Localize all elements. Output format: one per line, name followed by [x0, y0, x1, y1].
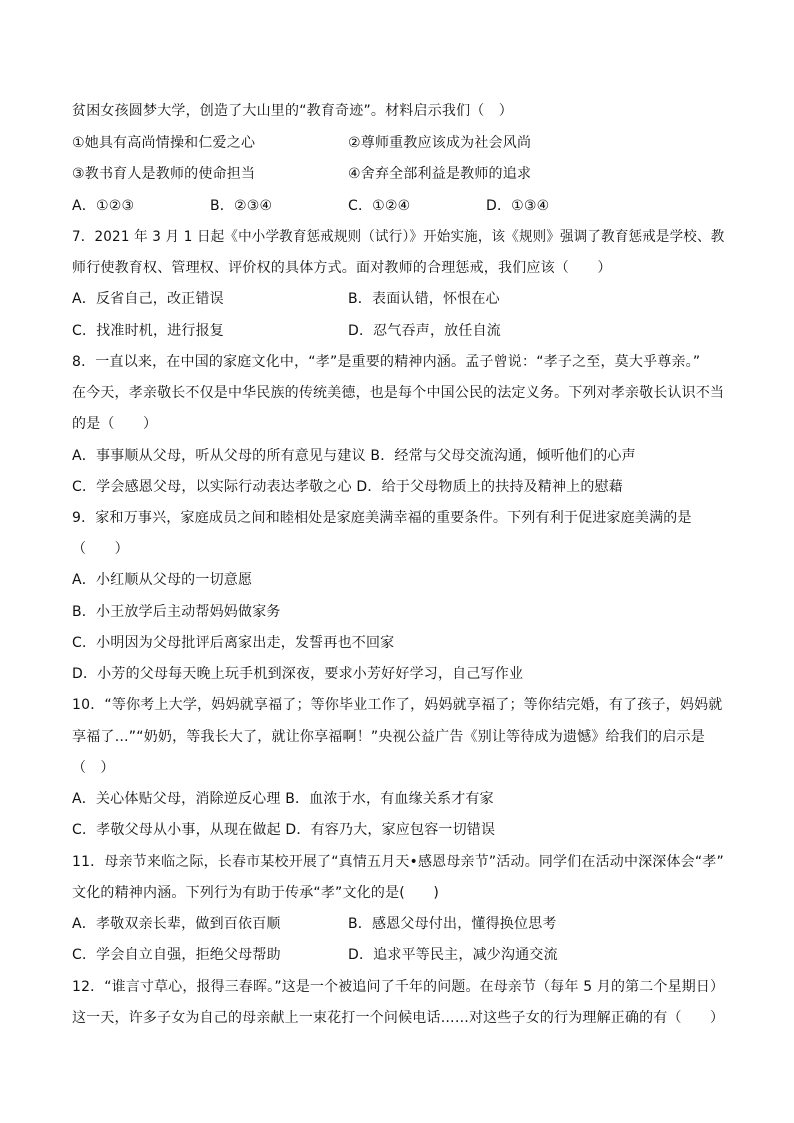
q6-option-b: B．②③④: [210, 198, 273, 214]
q9-option-a: A．小红顺从父母的一切意愿: [72, 572, 253, 588]
q7-stem-line-1: 7．2021 年 3 月 1 日起《中小学教育惩戒规则（试行）》开始实施，该《规则》强调了教育惩戒是学校、教: [72, 229, 725, 245]
q6-stem-continuation: 贫困女孩圆梦大学，创造了大山里的“教育奇迹”。材料启示我们（ ）: [72, 103, 513, 119]
q6-statement-3: ③教书育人是教师的使命担当: [72, 166, 256, 182]
q10-stem-line-2: 享福了…”“奶奶，等我长大了，就让你享福啊！”央视公益广告《别让等待成为遗憾》给我们的启示是: [72, 729, 705, 745]
q6-statement-2: ②尊师重教应该成为社会风尚: [348, 135, 532, 151]
q11-stem-line-2: 文化的精神内涵。下列行为有助于传承“孝”文化的是( ): [72, 885, 440, 901]
q8-options-c-d: C．学会感恩父母，以实际行动表达孝敬之心 D．给于父母物质上的扶持及精神上的慰藉: [72, 479, 624, 495]
q12-stem-line-2: 这一天，许多子女为自己的母亲献上一束花打一个问候电话……对这些子女的行为理解正确的有（ ）: [72, 1010, 725, 1026]
q8-stem-line-2: 在今天，孝亲敬长不仅是中华民族的传统美德，也是每个中国公民的法定义务。下列对孝亲敬长认识不当: [72, 385, 725, 401]
q7-option-b: B．表面认错，怀恨在心: [348, 291, 500, 307]
q6-option-c: C．①②④: [348, 198, 411, 214]
q7-option-c: C．找准时机，进行报复: [72, 323, 224, 339]
q11-option-b: B．感恩父母付出，懂得换位思考: [348, 916, 557, 932]
q9-stem-line-2: （ ）: [72, 541, 129, 557]
q10-options-c-d: C．孝敬父母从小事，从现在做起 D．有容乃大，家应包容一切错误: [72, 822, 496, 838]
q11-option-c: C．学会自立自强，拒绝父母帮助: [72, 947, 281, 963]
q6-statement-4: ④舍弃全部利益是教师的追求: [348, 166, 532, 182]
q6-option-a: A．①②③: [72, 198, 135, 214]
q8-options-a-b: A．事事顺从父母，听从父母的所有意见与建议 B．经常与父母交流沟通，倾听他们的心声: [72, 448, 636, 464]
q8-stem-line-3: 的是（ ）: [72, 416, 158, 432]
q8-stem-line-1: 8．一直以来，在中国的家庭文化中，“孝”是重要的精神内涵。孟子曾说：“孝子之至，莫大乎尊亲。”: [72, 354, 701, 370]
q6-statement-1: ①她具有高尚情操和仁爱之心: [72, 135, 256, 151]
q9-option-d: D．小芳的父母每天晚上玩手机到深夜，要求小芳好好学习，自己写作业: [72, 666, 524, 682]
q9-stem-line-1: 9．家和万事兴，家庭成员之间和睦相处是家庭美满幸福的重要条件。下列有利于促进家庭美满的是: [72, 510, 692, 526]
q11-option-d: D．追求平等民主，减少沟通交流: [348, 947, 558, 963]
q9-option-c: C．小明因为父母批评后离家出走，发誓再也不回家: [72, 635, 395, 651]
q9-option-b: B．小王放学后主动帮妈妈做家务: [72, 604, 281, 620]
q12-stem-line-1: 12．“谁言寸草心，报得三春晖。”这是一个被追问了千年的问题。在母亲节（每年 5 月的第二个星期日）: [72, 979, 725, 995]
q11-stem-line-1: 11．母亲节来临之际，长春市某校开展了“真情五月天•感恩母亲节”活动。同学们在活动中深深体会“孝”: [72, 854, 724, 870]
q7-stem-line-2: 师行使教育权、管理权、评价权的具体方式。面对教师的合理惩戒，我们应该（ ）: [72, 260, 612, 276]
q6-option-d: D．①③④: [486, 198, 550, 214]
q7-option-a: A．反省自己，改正错误: [72, 291, 224, 307]
q10-stem-line-3: （ ）: [72, 760, 115, 776]
q11-option-a: A．孝敬双亲长辈，做到百依百顺: [72, 916, 281, 932]
q10-options-a-b: A．关心体贴父母，消除逆反心理 B．血浓于水，有血缘关系才有家: [72, 791, 494, 807]
q10-stem-line-1: 10．“等你考上大学，妈妈就享福了；等你毕业工作了，妈妈就享福了；等你结完婚，有了孩子，妈妈就: [72, 697, 723, 713]
q7-option-d: D．忍气吞声，放任自流: [348, 323, 501, 339]
